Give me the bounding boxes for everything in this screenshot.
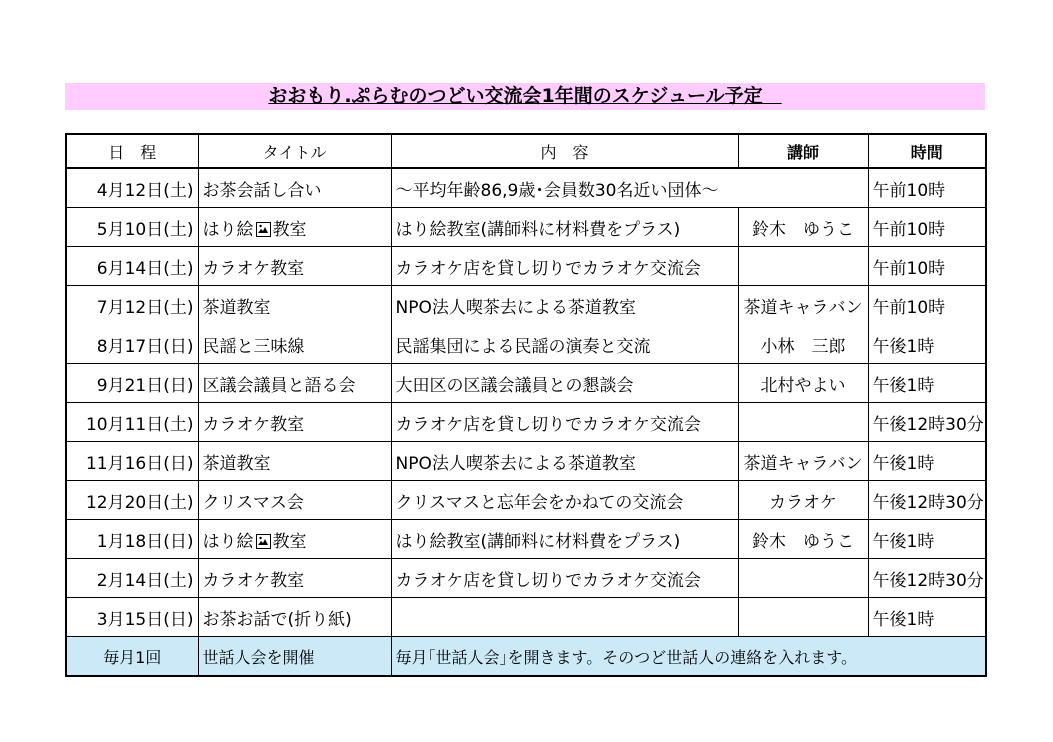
schedule-table: [65, 133, 987, 677]
cell-time: 午前10時: [868, 168, 986, 208]
cell-title: お茶お話で(折り紙): [198, 598, 391, 637]
footer-date: 毎月1回: [66, 637, 198, 677]
cell-lecturer: 鈴木 ゆうこ: [738, 208, 868, 247]
cell-date: 11月16日(日): [66, 442, 198, 481]
cell-lecturer: 茶道キャラバン: [738, 442, 868, 481]
cell-content: はり絵教室(講師料に材料費をプラス): [391, 208, 738, 247]
cell-date: 10月11日(土): [66, 403, 198, 442]
cell-lecturer: 北村やよい: [738, 364, 868, 403]
header-time: 時間: [868, 134, 986, 168]
cell-content: クリスマスと忘年会をかねての交流会: [391, 481, 738, 520]
cell-title: [198, 208, 391, 247]
cell-title: カラオケ教室: [198, 559, 391, 598]
cell-date: 1月18日(日): [66, 520, 198, 559]
footer-content: 毎月｢世話人会｣を開きます。そのつど世話人の連絡を入れます。: [391, 637, 986, 677]
table-row: [66, 559, 986, 598]
cell-title: 民謡と三味線: [198, 325, 391, 364]
cell-time: 午後12時30分: [868, 481, 986, 520]
cell-date: 12月20日(土): [66, 481, 198, 520]
cell-time: 午後1時: [868, 364, 986, 403]
table-row: [66, 520, 986, 559]
cell-lecturer: [738, 598, 868, 637]
cell-lecturer: [738, 403, 868, 442]
cell-lecturer: [738, 559, 868, 598]
cell-date: 2月14日(土): [66, 559, 198, 598]
footer-row: [66, 637, 986, 677]
cell-date: 8月17日(日): [66, 325, 198, 364]
cell-title: 茶道教室: [198, 286, 391, 325]
cell-content: ～平均年齢86,9歳･会員数30名近い団体～: [391, 168, 868, 208]
cell-lecturer: 茶道キャラバン: [738, 286, 868, 325]
cell-time: 午後1時: [868, 442, 986, 481]
header-date: 日 程: [66, 134, 198, 168]
cell-lecturer: [738, 247, 868, 286]
cell-lecturer: 鈴木 ゆうこ: [738, 520, 868, 559]
cell-time: 午前10時: [868, 247, 986, 286]
table-row: [66, 598, 986, 637]
footer-title: 世話人会を開催: [198, 637, 391, 677]
cell-time: 午後1時: [868, 598, 986, 637]
header-title: タイトル: [198, 134, 391, 168]
cell-title: カラオケ教室: [198, 403, 391, 442]
cell-title: お茶会話し合い: [198, 168, 391, 208]
cell-title: 区議会議員と語る会: [198, 364, 391, 403]
cell-date: 9月21日(日): [66, 364, 198, 403]
cell-time: 午後1時: [868, 325, 986, 364]
title-part: はり絵: [202, 219, 254, 240]
cell-date: 5月10日(土): [66, 208, 198, 247]
cell-lecturer: 小林 三郎: [738, 325, 868, 364]
cell-date: 7月12日(土): [66, 286, 198, 325]
cell-content: NPO法人喫茶去による茶道教室: [391, 286, 738, 325]
header-row: [66, 134, 986, 168]
cell-date: 4月12日(土): [66, 168, 198, 208]
table-row: [66, 325, 986, 364]
cell-time: 午後12時30分: [868, 403, 986, 442]
cell-title: [198, 520, 391, 559]
picture-icon: [256, 222, 271, 237]
cell-title: 茶道教室: [198, 442, 391, 481]
cell-content: 大田区の区議会議員との懇談会: [391, 364, 738, 403]
header-lecturer: 講師: [738, 134, 868, 168]
table-row: [66, 364, 986, 403]
table-row: [66, 208, 986, 247]
cell-title: クリスマス会: [198, 481, 391, 520]
header-content: 内 容: [391, 134, 738, 168]
cell-time: 午後12時30分: [868, 559, 986, 598]
cell-content: 民謡集団による民謡の演奏と交流: [391, 325, 738, 364]
table-row: [66, 168, 986, 208]
title-part: 教室: [272, 531, 307, 552]
cell-content: NPO法人喫茶去による茶道教室: [391, 442, 738, 481]
cell-title: カラオケ教室: [198, 247, 391, 286]
title-band: [65, 83, 985, 110]
cell-content: カラオケ店を貸し切りでカラオケ交流会: [391, 559, 738, 598]
cell-time: 午前10時: [868, 208, 986, 247]
title-part: はり絵: [202, 531, 254, 552]
cell-time: 午前10時: [868, 286, 986, 325]
cell-date: 6月14日(土): [66, 247, 198, 286]
cell-date: 3月15日(日): [66, 598, 198, 637]
cell-content: [391, 598, 738, 637]
cell-content: カラオケ店を貸し切りでカラオケ交流会: [391, 247, 738, 286]
cell-content: カラオケ店を貸し切りでカラオケ交流会: [391, 403, 738, 442]
table-row: [66, 442, 986, 481]
table-row: [66, 286, 986, 325]
picture-icon: [256, 534, 271, 549]
title-part: 教室: [272, 219, 307, 240]
cell-lecturer: カラオケ: [738, 481, 868, 520]
page-title: おおもり.ぷらむのつどい交流会1年間のスケジュール予定: [268, 85, 782, 107]
table-row: [66, 403, 986, 442]
table-row: [66, 247, 986, 286]
table-row: [66, 481, 986, 520]
cell-content: はり絵教室(講師料に材料費をプラス): [391, 520, 738, 559]
cell-time: 午後1時: [868, 520, 986, 559]
